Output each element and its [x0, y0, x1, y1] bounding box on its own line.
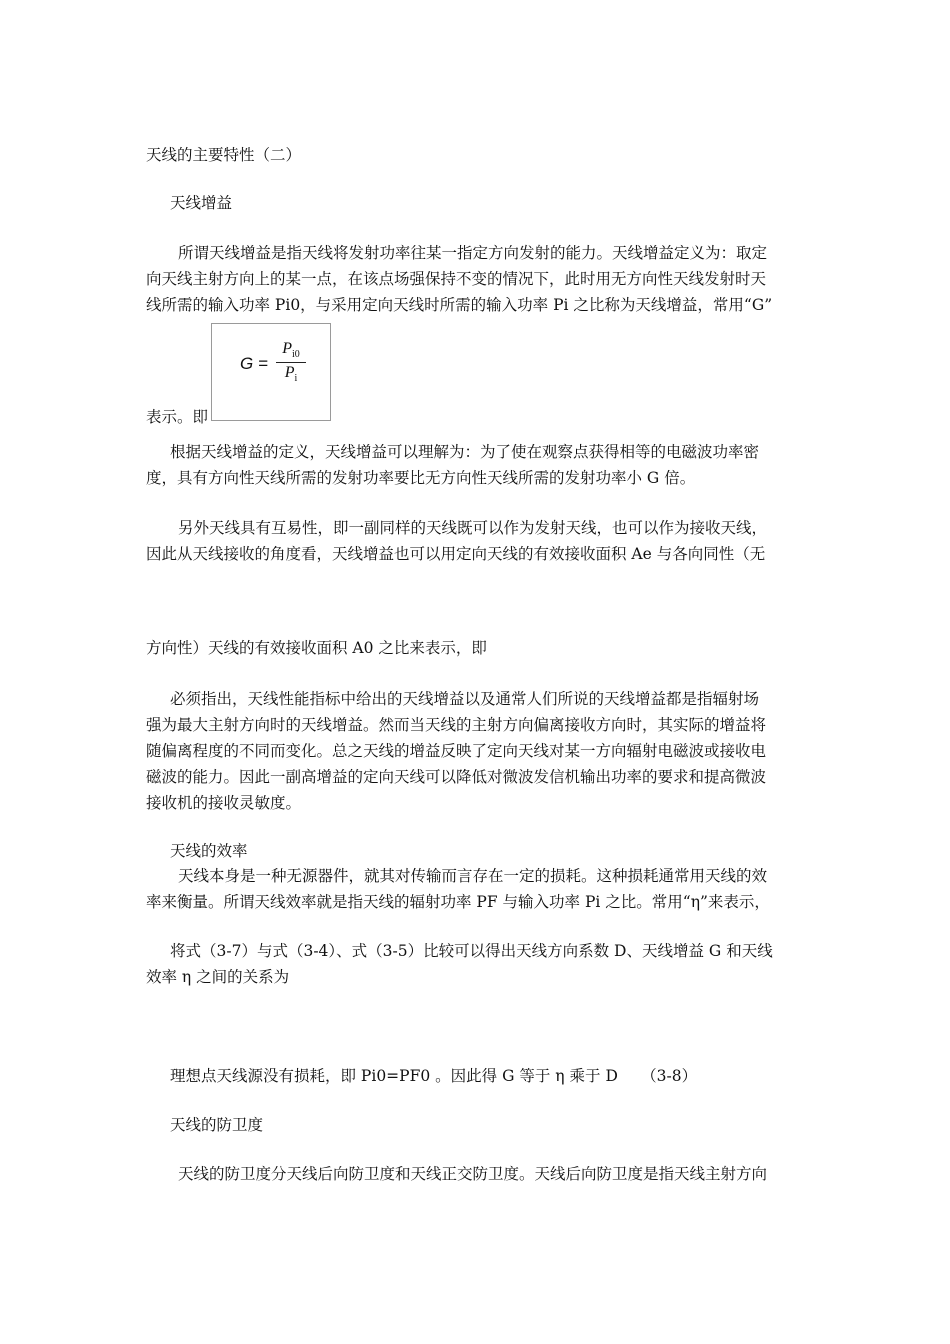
text-line: 因此从天线接收的角度看，天线增益也可以用定向天线的有效接收面积 Ae 与各向同性（无	[146, 545, 766, 563]
page-title: 天线的主要特性（二）	[146, 146, 302, 164]
formula-lhs: G =	[240, 354, 268, 373]
protection-paragraph-1: 天线的防卫度分天线后向防卫度和天线正交防卫度。天线后向防卫度是指天线主射方向	[178, 1165, 768, 1183]
text-line: 率来衡量。所谓天线效率就是指天线的辐射功率 PF 与输入功率 Pi 之比。常用“η”来表示，	[146, 893, 770, 911]
text-line: 必须指出，天线性能指标中给出的天线增益以及通常人们所说的天线增益都是指辐射场	[170, 690, 760, 708]
text-line: 另外天线具有互易性，即一副同样的天线既可以作为发射天线，也可以作为接收天线，	[178, 519, 768, 537]
text-line: 磁波的能力。因此一副高增益的定向天线可以降低对微波发信机输出功率的要求和提高微波	[146, 768, 767, 786]
text-line: 度，具有方向性天线所需的发射功率要比无方向性天线所需的发射功率小 G 倍。	[146, 469, 696, 487]
section-heading-efficiency: 天线的效率	[170, 842, 248, 860]
text-line: 强为最大主射方向时的天线增益。然而当天线的主射方向偏离接收方向时，其实际的增益将	[146, 716, 767, 734]
text-line: 将式（3-7）与式（3-4）、式（3-5）比较可以得出天线方向系数 D、天线增益 G 和天线	[170, 942, 773, 960]
text-line: 根据天线增益的定义，天线增益可以理解为：为了使在观察点获得相等的电磁波功率密	[170, 443, 760, 461]
text-line: 所谓天线增益是指天线将发射功率往某一指定方向发射的能力。天线增益定义为：取定	[178, 244, 768, 262]
text-line: 表示。即	[146, 408, 209, 426]
formula-fraction	[276, 340, 306, 384]
gain-formula-image	[211, 323, 331, 421]
text-line: 方向性）天线的有效接收面积 A0 之比来表示，即	[146, 639, 487, 657]
text-line: 接收机的接收灵敏度。	[146, 794, 302, 812]
formula-denominator: $P_i$	[284, 364, 298, 385]
text-line: 向天线主射方向上的某一点，在该点场强保持不变的情况下，此时用无方向性天线发射时天	[146, 270, 767, 288]
text-line: 线所需的输入功率 Pi0，与采用定向天线时所需的输入功率 Pi 之比称为天线增益，常用“G”	[146, 296, 773, 314]
text-line: 效率 η 之间的关系为	[146, 968, 290, 986]
text-line: 随偏离程度的不同而变化。总之天线的增益反映了定向天线对某一方向辐射电磁波或接收电	[146, 742, 767, 760]
efficiency-paragraph-3: 理想点天线源没有损耗，即 Pi0=PF0 。因此得 G 等于 η 乘于 D （3-8）	[170, 1067, 698, 1085]
text-line: 天线本身是一种无源器件，就其对传输而言存在一定的损耗。这种损耗通常用天线的效	[178, 867, 768, 885]
section-heading-gain: 天线增益	[170, 194, 233, 212]
section-heading-protection: 天线的防卫度	[170, 1116, 264, 1134]
formula-numerator: $P_{i0}$	[282, 340, 300, 361]
